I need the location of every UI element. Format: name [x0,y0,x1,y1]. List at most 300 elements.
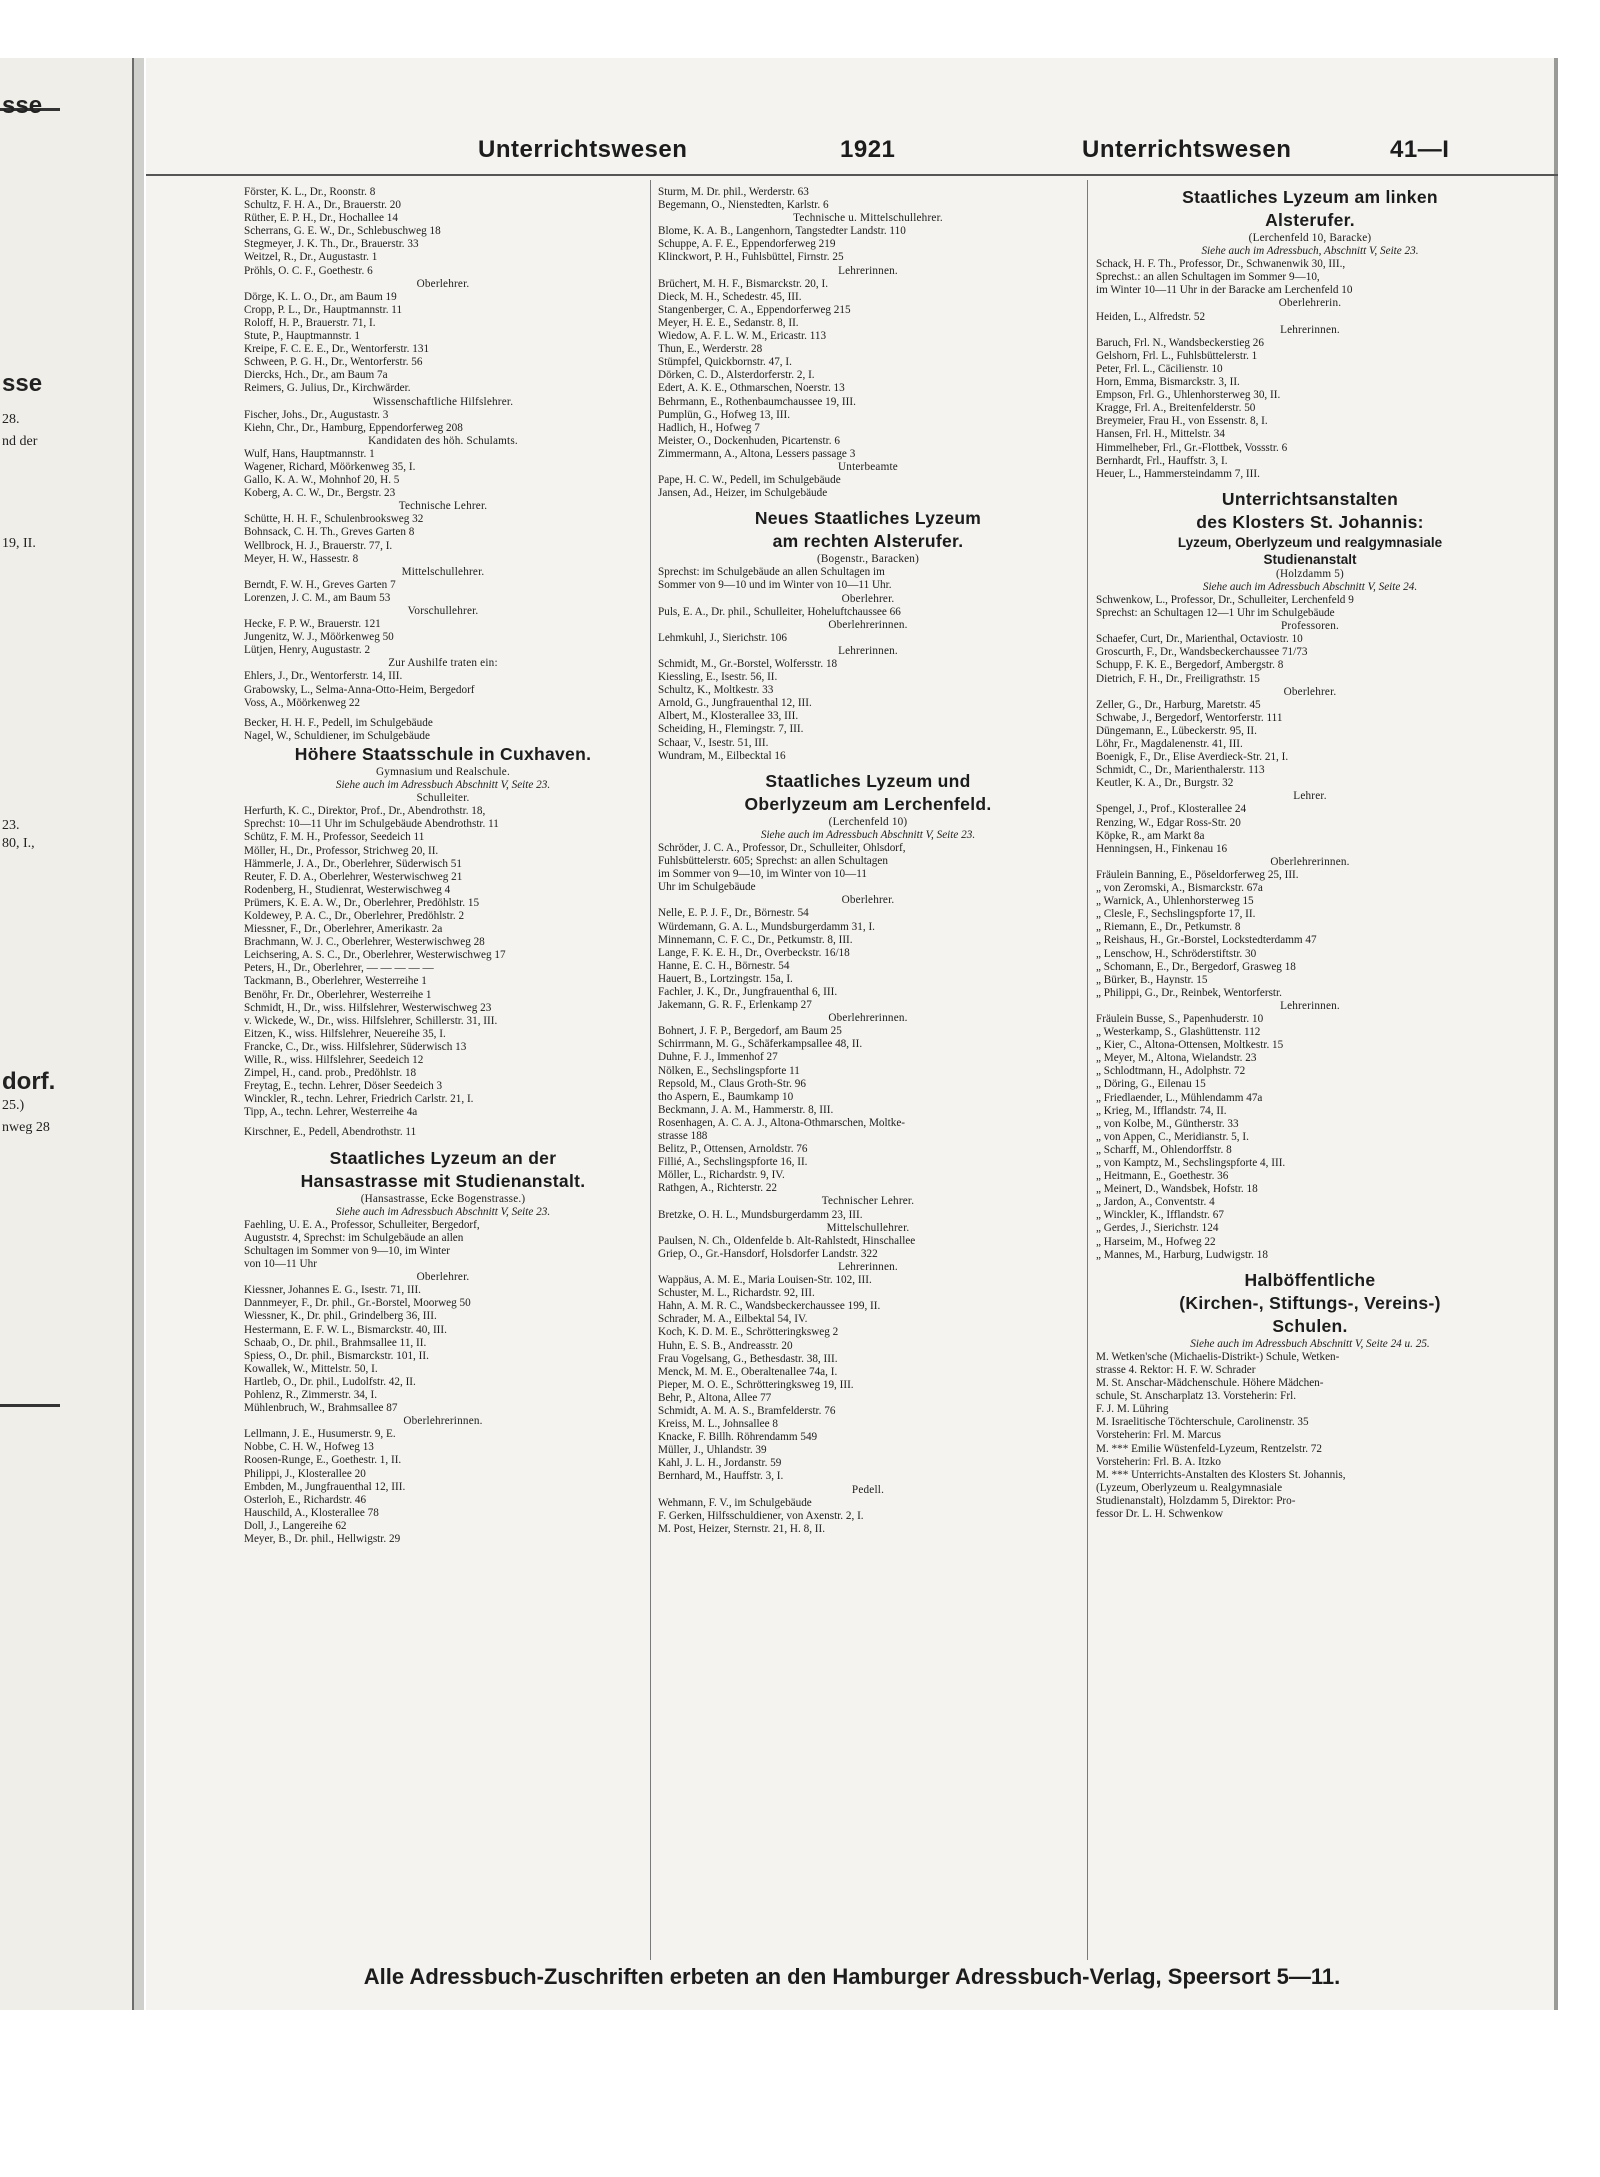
subsection-label: Lehrerinnen. [1280,999,1340,1012]
section-heading: Alsterufer. [1265,210,1355,230]
directory-entry: im Sommer von 9—10, im Winter von 10—11 [658,868,867,881]
directory-entry: Wagener, Richard, Möörkenweg 35, I. [244,460,416,473]
directory-entry: Schrader, M. A., Eilbektal 54, IV. [658,1313,808,1326]
reference-note: Siehe auch im Adressbuch Abschnitt V, Seite 24. [1202,580,1418,593]
directory-entry: Jungenitz, W. J., Möörkenweg 50 [244,631,394,644]
directory-entry: Schaab, O., Dr. phil., Brahmsallee 11, II. [244,1336,427,1349]
directory-entry: Doll, J., Langereihe 62 [244,1519,347,1532]
fragment: sse [2,370,43,397]
directory-entry: Sprechst: an Schultagen 12—1 Uhr im Schulgebäude [1096,607,1335,620]
directory-entry: Belitz, P., Ottensen, Arnoldstr. 76 [658,1143,808,1156]
directory-entry: Grabowsky, L., Selma-Anna-Otto-Heim, Bergedorf [244,683,475,696]
directory-entry: Himmelheber, Frl., Gr.-Flottbek, Vossstr. 6 [1096,441,1288,454]
directory-entry: Blome, K. A. B., Langenhorn, Tangstedter Landstr. 110 [658,225,906,238]
directory-entry: im Winter 10—11 Uhr in der Baracke am Lerchenfeld 10 [1096,284,1353,297]
directory-entry: Schröder, J. C. A., Professor, Dr., Schulleiter, Ohlsdorf, [658,841,906,854]
directory-entry: Eitzen, K., wiss. Hilfslehrer, Neuereihe 35, I. [244,1027,446,1040]
header-rule [146,174,1558,176]
directory-entry: Vorsteherin: Frl. M. Marcus [1096,1429,1222,1442]
directory-entry: Meyer, H. E. E., Sedanstr. 8, II. [658,316,799,329]
directory-entry: „ Kier, C., Altona-Ottensen, Moltkestr. 15 [1096,1039,1284,1052]
directory-entry: Würdemann, G. A. L., Mundsburgerdamm 31, I. [658,920,875,933]
directory-entry: „ Mannes, M., Harburg, Ludwigstr. 18 [1096,1248,1268,1261]
directory-entry: Winckler, R., techn. Lehrer, Friedrich Carlstr. 21, I. [244,1093,474,1106]
spacer [658,763,1078,770]
section-subheading: Lyzeum, Oberlyzeum und realgymnasiale [1177,534,1443,550]
directory-entry: Pape, H. C. W., Pedell, im Schulgebäude [658,474,841,487]
directory-entry: Scherrans, G. E. W., Dr., Schlebuschweg 18 [244,225,441,238]
directory-entry: „ Harseim, M., Hofweg 22 [1096,1235,1216,1248]
directory-entry: M. *** Emilie Wüstenfeld-Lyzeum, Rentzelstr. 72 [1096,1442,1322,1455]
directory-entry: Schmidt, C., Dr., Marienthalerstr. 113 [1096,764,1265,777]
directory-entry: Stangenberger, C. A., Eppendorferweg 215 [658,303,851,316]
directory-entry: Müller, J., Uhlandstr. 39 [658,1444,767,1457]
directory-entry: Schwenkow, L., Professor, Dr., Schulleiter, Lerchenfeld 9 [1096,593,1354,606]
section-heading: Oberlyzeum am Lerchenfeld. [744,793,992,814]
reference-note: Siehe auch im Adressbuch Abschnitt V, Seite 23. [335,779,551,792]
directory-entry: Hauschild, A., Klosterallee 78 [244,1506,379,1519]
directory-entry: „ Döring, G., Eilenau 15 [1096,1078,1206,1091]
running-head-year: 1921 [840,136,896,163]
directory-entry: Nobbe, C. H. W., Hofweg 13 [244,1441,374,1454]
directory-entry: Kowallek, W., Mittelstr. 50, I. [244,1362,378,1375]
subsection-label: (Holzdamm 5) [1276,567,1344,580]
spacer [244,1119,642,1126]
rule [0,1404,60,1407]
directory-entry: Kiehn, Chr., Dr., Hamburg, Eppendorferweg 208 [244,421,463,434]
directory-entry: Schupp, F. K. E., Bergedorf, Ambergstr. 8 [1096,659,1284,672]
fragment: sse [2,92,43,119]
directory-entry: Wiedow, A. F. L. W. M., Ericastr. 113 [658,330,827,343]
directory-entry: Kiessling, E., Isestr. 56, II. [658,671,778,684]
directory-entry: Schmidt, M., Gr.-Borstel, Wolfersstr. 18 [658,658,838,670]
directory-entry: „ Jardon, A., Conventstr. 4 [1096,1196,1215,1209]
directory-entry: Brüchert, M. H. F., Bismarckstr. 20, I. [658,277,829,290]
directory-entry: Zimmermann, A., Altona, Lessers passage 3 [658,447,856,460]
directory-entry: Leichsering, A. S. C., Dr., Oberlehrer, Westerwischweg 17 [244,949,506,962]
directory-entry: Sommer von 9—10 und im Winter von 10—11 Uhr. [658,579,892,592]
fragment: 25.) [2,1098,25,1113]
directory-entry: Lütjen, Henry, Augustastr. 2 [244,644,371,657]
directory-entry: Minnemann, C. F. C., Dr., Petkumstr. 8, III. [658,933,853,946]
directory-entry: „ Gerdes, J., Sierichstr. 124 [1096,1222,1219,1235]
directory-entry: Lehmkuhl, J., Sierichstr. 106 [658,631,787,644]
section-heading: des Klosters St. Johannis: [1196,511,1424,532]
directory-entry: Peter, Frl. L., Cäcilienstr. 10 [1096,362,1223,375]
directory-entry: Kiessner, Johannes E. G., Isestr. 71, III. [244,1284,421,1297]
subsection-label: Lehrerinnen. [838,1260,898,1273]
directory-entry: „ Clesle, F., Sechslingspforte 17, II. [1096,908,1256,921]
directory-entry: Spiess, O., Dr. phil., Bismarckstr. 101, II. [244,1349,429,1362]
directory-entry: Lellmann, J. E., Husumerstr. 9, E. [244,1428,396,1441]
subsection-label: Oberlehrer. [1283,685,1337,698]
section-heading: Staatliches Lyzeum an der [329,1147,557,1168]
directory-entry: Lorenzen, J. C. M., am Baum 53 [244,591,391,604]
subsection-label: Gymnasium und Realschule. [376,765,510,778]
directory-entry: Rathgen, A., Richterstr. 22 [658,1182,778,1195]
subsection-label: Wissenschaftliche Hilfslehrer. [372,395,514,408]
directory-entry: Schirrmann, M. G., Schäferkampsallee 48, II. [658,1038,863,1051]
directory-entry: Kragge, Frl. A., Breitenfelderstr. 50 [1096,402,1256,415]
directory-entry: Hanne, E. C. H., Börnestr. 54 [658,959,790,972]
footer-notice: Alle Adressbuch-Zuschriften erbeten an den Hamburger Adressbuch-Verlag, Speersort 5—11. [363,1964,1341,1989]
column-left [244,186,642,1956]
directory-entry: Duhne, F. J., Immenhof 27 [658,1051,778,1064]
directory-entry: Fräulein Banning, E., Pöseldorferweg 25, III. [1096,868,1299,881]
directory-entry: Heiden, L., Alfredstr. 52 [1096,310,1206,323]
directory-entry: Förster, K. L., Dr., Roonstr. 8 [244,186,376,198]
directory-entry: Miessner, F., Dr., Oberlehrer, Amerikastr. 2a [244,923,443,936]
directory-entry: F. Gerken, Hilfsschuldiener, von Axenstr. 2, I. [658,1509,864,1522]
directory-entry: Düngemann, E., Lübeckerstr. 95, II. [1096,724,1257,737]
directory-entry: fessor Dr. L. H. Schwenkow [1096,1507,1224,1520]
directory-entry: strasse 4. Rektor: H. F. W. Schrader [1096,1363,1256,1376]
directory-entry: Koch, K. D. M. E., Schrötteringksweg 2 [658,1326,839,1339]
directory-entry: „ Lenschow, H., Schröderstiftstr. 30 [1096,947,1257,960]
directory-entry: Fachler, J. K., Dr., Jungfrauenthal 6, III. [658,985,838,998]
directory-entry: Fillié, A., Sechslingspforte 16, II. [658,1156,808,1169]
directory-entry: Pohlenz, R., Zimmerstr. 34, I. [244,1388,377,1401]
subsection-label: Oberlehrerinnen. [1270,855,1350,868]
reference-note: Siehe auch im Adressbuch Abschnitt V, Seite 24 u. 25. [1190,1337,1430,1350]
directory-entry: Bohnert, J. F. P., Bergedorf, am Baum 25 [658,1025,842,1038]
subsection-label: Unterbeamte [838,460,898,473]
directory-entry: Sturm, M. Dr. phil., Werderstr. 63 [658,186,809,198]
directory-entry: „ Reishaus, H., Gr.-Borstel, Lockstedterdamm 47 [1096,934,1317,947]
directory-entry: Vorsteherin: Frl. B. A. Itzko [1096,1455,1222,1468]
directory-entry: Köpke, R., am Markt 8a [1096,829,1205,842]
directory-entry: Fuhlsbüttelerstr. 605; Sprechst: an allen Schultagen [658,855,888,868]
directory-entry: Möller, L., Richardstr. 9, IV. [658,1169,785,1182]
directory-entry: Francke, C., Dr., wiss. Hilfslehrer, Süderwisch 13 [244,1040,467,1053]
section-heading: Neues Staatliches Lyzeum [754,508,982,529]
subsection-label: Pedell. [851,1483,885,1496]
column-divider [1087,180,1088,1960]
directory-entry: Hestermann, E. F. W. L., Bismarckstr. 40, III. [244,1323,447,1336]
directory-entry: „ von Kamptz, M., Sechslingspforte 4, III. [1096,1157,1286,1169]
directory-entry: Nölken, E., Sechslingspforte 11 [658,1064,800,1077]
subsection-label: Oberlehrerinnen. [403,1415,483,1428]
directory-entry: Cropp, P. L., Dr., Hauptmannstr. 11 [244,303,403,316]
directory-entry: Hämmerle, J. A., Dr., Oberlehrer, Süderwisch 51 [244,857,462,870]
directory-entry: Philippi, J., Klosterallee 20 [244,1467,366,1480]
section-subheading: Studienanstalt [1263,551,1357,567]
adjacent-page-fragment [0,58,134,2010]
directory-entry: Brachmann, W. J. C., Oberlehrer, Westerwischweg 28 [244,936,485,949]
directory-entry: Faehling, U. E. A., Professor, Schulleiter, Bergedorf, [244,1218,480,1231]
directory-entry: Auguststr. 4, Sprechst: im Schulgebäude an allen [244,1231,464,1244]
directory-entry: Wulf, Hans, Hauptmannstr. 1 [244,447,375,460]
directory-entry: Groscurth, F., Dr., Wandsbeckerchaussee 71/73 [1096,646,1308,659]
directory-entry: Fischer, Johs., Dr., Augustastr. 3 [244,408,389,421]
spacer [1096,1262,1524,1269]
directory-entry: Griep, O., Gr.-Hansdorf, Holsdorfer Landstr. 322 [658,1247,878,1260]
subsection-label: Lehrer. [1293,790,1327,803]
fragment: dorf. [2,1068,56,1095]
directory-entry: Meyer, B., Dr. phil., Hellwigstr. 29 [244,1533,401,1545]
directory-entry: Weitzel, R., Dr., Augustastr. 1 [244,251,378,264]
subsection-label: Mittelschullehrer. [826,1221,910,1234]
directory-entry: Löhr, Fr., Magdalenenstr. 41, III. [1096,738,1243,750]
directory-entry: Hecke, F. P. W., Brauerstr. 121 [244,618,381,631]
directory-entry: Bretzke, O. H. L., Mundsburgerdamm 23, III. [658,1208,863,1221]
directory-entry: Zimpel, H., cand. prob., Predöhlstr. 18 [244,1067,417,1080]
directory-entry: „ von Appen, C., Meridianstr. 5, I. [1096,1130,1249,1143]
directory-entry: Schwabe, J., Bergedorf, Wentorferstr. 111 [1096,711,1283,724]
directory-entry: Hauert, B., Lortzingstr. 15a, I. [658,972,793,985]
directory-entry: M. Post, Heizer, Sternstr. 21, H. 8, II. [658,1522,826,1535]
directory-entry: „ Westerkamp, S., Glashüttenstr. 112 [1096,1026,1261,1039]
directory-entry: Reimers, G. Julius, Dr., Kirchwärder. [244,382,411,395]
directory-entry: Schween, P. G. H., Dr., Wentorferstr. 56 [244,356,423,369]
directory-entry: Wappäus, A. M. E., Maria Louisen-Str. 102, III. [658,1274,872,1287]
subsection-label: Oberlehrer. [841,592,895,605]
directory-entry: Henningsen, H., Finkenau 16 [1096,842,1228,855]
directory-entry: Voss, A., Möörkenweg 22 [244,696,361,709]
subsection-label: Oberlehrerinnen. [828,1012,908,1025]
directory-entry: strasse 188 [658,1130,708,1142]
directory-entry: v. Wickede, W., Dr., wiss. Hilfslehrer, Schillerstr. 31, III. [244,1014,498,1027]
directory-entry: Embden, M., Jungfrauenthal 12, III. [244,1480,406,1493]
directory-entry: (Lyzeum, Oberlyzeum u. Realgymnasiale [1096,1481,1283,1494]
directory-entry: „ Schomann, E., Dr., Bergedorf, Grasweg 18 [1096,960,1296,973]
section-heading: (Kirchen-, Stiftungs-, Vereins-) [1179,1292,1441,1313]
directory-entry: M. St. Anschar-Mädchenschule. Höhere Mädchen- [1096,1377,1324,1390]
directory-entry: Kreipe, F. C. E. E., Dr., Wentorferstr. 131 [244,343,430,356]
directory-entry: Begemann, O., Nienstedten, Karlstr. 6 [658,199,829,212]
directory-entry: Dannmeyer, F., Dr. phil., Gr.-Borstel, Moorweg 50 [244,1297,471,1310]
directory-entry: Sprechst: 10—11 Uhr im Schulgebäude Abendrothstr. 11 [244,818,499,831]
directory-entry: Schaar, V., Isestr. 51, III. [658,736,769,749]
directory-entry: Schütz, F. M. H., Professor, Seedeich 11 [244,831,425,844]
directory-entry: Meister, O., Dockenhuden, Picartenstr. 6 [658,434,840,447]
directory-entry: Schmidt, H., Dr., wiss. Hilfslehrer, Westerwischweg 23 [244,1001,492,1014]
directory-entry: Renzing, W., Edgar Ross-Str. 20 [1096,816,1241,829]
directory-entry: Dietrich, F. H., Dr., Freiligrathstr. 15 [1096,672,1260,685]
page-gap [134,58,144,2010]
subsection-label: Lehrerinnen. [1280,323,1340,336]
subsection-label: Kandidaten des höh. Schulamts. [368,434,518,447]
directory-entry: Empson, Frl. G., Uhlenhorsterweg 30, II. [1096,389,1281,402]
directory-entry: „ Philippi, G., Dr., Reinbek, Wentorferstr. [1096,986,1282,999]
directory-entry: F. J. M. Lühring [1096,1403,1169,1416]
section-heading: Halböffentliche [1244,1269,1376,1290]
subsection-label: Lehrerinnen. [838,264,898,277]
directory-entry: Meyer, H. W., Hassestr. 8 [244,552,359,565]
spacer [244,710,642,717]
subsection-label: Lehrerinnen. [838,644,898,657]
directory-entry: Arnold, G., Jungfrauenthal 12, III. [658,697,812,710]
subsection-label: Oberlehrer. [416,277,470,290]
directory-entry: Edert, A. K. E., Othmarschen, Noerstr. 13 [658,382,845,395]
directory-entry: Heuer, L., Hammersteindamm 7, III. [1096,467,1260,480]
directory-entry: Schuppe, A. F. E., Eppendorferweg 219 [658,238,836,251]
directory-entry: Benöhr, Fr. Dr., Oberlehrer, Westerreihe 1 [244,988,432,1001]
directory-entry: Beckmann, J. A. M., Hammerstr. 8, III. [658,1103,834,1116]
page-edge [1554,58,1558,2010]
directory-entry: Stümpfel, Quickbornstr. 47, I. [658,356,792,369]
directory-entry: Uhr im Schulgebäude [658,881,756,894]
directory-entry: Lange, F. K. E. H., Dr., Overbeckstr. 16/18 [658,946,850,959]
directory-entry: „ Riemann, E., Dr., Petkumstr. 8 [1096,921,1241,934]
section-heading: Staatliches Lyzeum und [765,770,971,791]
reference-note: Siehe auch im Adressbuch Abschnitt V, Seite 23. [760,828,976,841]
directory-entry: „ Winckler, K., Ifflandstr. 67 [1096,1209,1224,1222]
directory-entry: Behr, P., Altona, Allee 77 [658,1391,772,1404]
directory-entry: „ Schlodtmann, H., Adolphstr. 72 [1096,1065,1246,1078]
directory-entry: Tipp, A., techn. Lehrer, Westerreihe 4a [244,1106,418,1119]
section-heading: Schulen. [1272,1315,1348,1336]
directory-entry: Wiessner, K., Dr. phil., Grindelberg 36, III. [244,1310,437,1323]
directory-entry: Mühlenbruch, W., Brahmsallee 87 [244,1402,398,1415]
subsection-label: (Lerchenfeld 10) [828,815,908,828]
directory-entry: „ von Kolbe, M., Güntherstr. 33 [1096,1117,1239,1130]
directory-entry: Kahl, J. L. H., Jordanstr. 59 [658,1457,782,1470]
directory-entry: Reuter, F. D. A., Oberlehrer, Westerwischweg 21 [244,870,463,883]
directory-entry: Kirschner, E., Pedell, Abendrothstr. 11 [244,1126,417,1139]
spacer [244,1140,642,1147]
directory-entry: Wundram, M., Eilbecktal 16 [658,749,786,762]
directory-entry: Schultagen im Sommer von 9—10, im Winter [244,1244,450,1257]
column-middle [658,186,1078,1956]
directory-entry: Koldewey, P. A. C., Dr., Oberlehrer, Predöhlstr. 2 [244,909,465,922]
directory-entry: Osterloh, E., Richardstr. 46 [244,1493,367,1506]
directory-entry: Breymeier, Frau H., von Essenstr. 8, I. [1096,415,1268,428]
directory-entry: Pröhls, O. C. F., Goethestr. 6 [244,264,373,277]
directory-entry: „ Warnick, A., Uhlenhorsterweg 15 [1096,895,1254,908]
directory-entry: Bernhard, M., Hauffstr. 3, I. [658,1470,784,1483]
directory-entry: Dieck, M. H., Schedestr. 45, III. [658,290,802,303]
column-right [1096,186,1524,1956]
fragment: nd der [2,434,38,449]
subsection-label: Technischer Lehrer. [821,1195,915,1208]
directory-entry: Wehmann, F. V., im Schulgebäude [658,1496,812,1509]
subsection-label: Oberlehrerinnen. [828,618,908,631]
directory-entry: Fräulein Busse, S., Papenhuderstr. 10 [1096,1012,1264,1025]
directory-entry: Tackmann, B., Oberlehrer, Westerreihe 1 [244,975,427,988]
directory-entry: Becker, H. H. F., Pedell, im Schulgebäude [244,716,433,729]
subsection-label: Oberlehrer. [416,1271,470,1284]
directory-entry: Kreiss, M. L., Johnsallee 8 [658,1418,778,1431]
directory-entry: Jakemann, G. R. F., Erlenkamp 27 [658,999,812,1012]
directory-entry: Hartleb, O., Dr. phil., Ludolfstr. 42, II. [244,1375,416,1388]
directory-entry: Stute, P., Hauptmannstr. 1 [244,330,360,343]
fragment: 23. [2,818,20,833]
fragment: nweg 28 [2,1120,50,1135]
directory-entry: Diercks, Hch., Dr., am Baum 7a [244,369,388,382]
subsection-label: (Lerchenfeld 10, Baracke) [1248,232,1372,244]
directory-entry: Sprechst.: an allen Schultagen im Sommer 9—10, [1096,271,1320,284]
reference-note: Siehe auch im Adressbuch Abschnitt V, Seite 23. [335,1205,551,1218]
directory-entry: Schultz, F. H. A., Dr., Brauerstr. 20 [244,199,401,212]
subsection-label: Oberlehrerin. [1278,297,1342,310]
directory-entry: Schuster, M. L., Richardstr. 92, III. [658,1287,815,1300]
directory-entry: Frau Vogelsang, G., Bethesdastr. 38, III. [658,1352,838,1365]
directory-entry: Wellbrock, H. J., Brauerstr. 77, I. [244,539,393,552]
reference-note: Siehe auch im Adressbuch, Abschnitt V, Seite 23. [1201,245,1419,258]
subsection-label: Schulleiter. [416,792,470,805]
subsection-label: (Hansastrasse, Ecke Bogenstrasse.) [360,1192,526,1205]
directory-entry: Gallo, K. A. W., Mohnhof 20, H. 5 [244,474,400,487]
directory-entry: „ Meyer, M., Altona, Wielandstr. 23 [1096,1052,1257,1065]
directory-entry: von 10—11 Uhr [244,1258,317,1271]
directory-entry: Rodenberg, H., Studienrat, Westerwischweg 4 [244,883,451,896]
subsection-label: Technische Lehrer. [398,500,488,513]
directory-entry: Dörge, K. L. O., Dr., am Baum 19 [244,290,397,303]
subsection-label: Oberlehrer. [841,894,895,907]
directory-entry: „ Friedlaender, L., Mühlendamm 47a [1096,1091,1263,1104]
directory-entry: Roloff, H. P., Brauerstr. 71, I. [244,316,376,329]
directory-entry: „ von Zeromski, A., Bismarckstr. 67a [1096,882,1263,895]
directory-entry: Scheiding, H., Flemingstr. 7, III. [658,723,804,736]
directory-entry: Repsold, M., Claus Groth-Str. 96 [658,1077,806,1090]
subsection-label: Technische u. Mittelschullehrer. [793,212,943,225]
directory-entry: M. Wetken'sche (Michaelis-Distrikt-) Schule, Wetken- [1096,1350,1340,1363]
directory-entry: Schütte, H. H. F., Schulenbrooksweg 32 [244,513,424,526]
subsection-label: Mittelschullehrer. [401,565,485,578]
spacer [1096,481,1524,488]
page-number: 41—I [1390,136,1450,163]
directory-entry: Menck, M. M. E., Oberaltenallee 74a, I. [658,1365,838,1378]
directory-entry: Nelle, E. P. J. F., Dr., Börnestr. 54 [658,907,809,920]
section-heading: Staatliches Lyzeum am linken [1182,187,1438,207]
section-heading: am rechten Alsterufer. [772,531,964,552]
running-head-left: Unterrichtswesen [478,136,688,163]
directory-entry: „ Krieg, M., Ifflandstr. 74, II. [1096,1104,1227,1117]
directory-entry: Horn, Emma, Bismarckstr. 3, II. [1096,376,1240,389]
directory-entry: Schack, H. F. Th., Professor, Dr., Schwanenwik 30, III., [1096,258,1346,271]
directory-entry: Klinckwort, P. H., Fuhlsbüttel, Firnstr. 25 [658,251,844,264]
directory-entry: „ Bürker, B., Haynstr. 15 [1096,973,1208,986]
directory-entry: Bernhardt, Frl., Hauffstr. 3, I. [1096,454,1228,467]
running-head [146,136,1558,176]
directory-entry: M. *** Unterrichts-Anstalten des Klosters St. Johannis, [1096,1468,1346,1481]
fragment: 19, II. [2,536,36,551]
directory-entry: Wille, R., wiss. Hilfslehrer, Seedeich 12 [244,1054,424,1066]
directory-entry: Schmidt, A. M. A. S., Bramfelderstr. 76 [658,1404,836,1417]
directory-entry: Schultz, K., Moltkestr. 33 [658,684,774,697]
directory-entry: Berndt, F. W. H., Greves Garten 7 [244,578,396,591]
directory-entry: Paulsen, N. Ch., Oldenfelde b. Alt-Rahlstedt, Hinschallee [658,1234,916,1247]
directory-entry: Pieper, M. O. E., Schrötteringksweg 19, III. [658,1378,854,1391]
directory-entry: Schaefer, Curt, Dr., Marienthal, Octaviostr. 10 [1096,633,1303,646]
directory-entry: Koberg, A. C. W., Dr., Bergstr. 23 [244,487,396,500]
directory-entry: Stegmeyer, J. K. Th., Dr., Brauerstr. 33 [244,238,419,251]
fragment: 28. [2,412,20,427]
directory-entry: tho Aspern, E., Baumkamp 10 [658,1090,794,1103]
directory-entry: Rosenhagen, A. C. A. J., Altona-Othmarschen, Moltke- [658,1116,906,1129]
directory-entry: Baruch, Frl. N., Wandsbeckerstieg 26 [1096,336,1264,349]
directory-entry: Hadlich, H., Hofweg 7 [658,421,760,434]
section-heading: Hansastrasse mit Studienanstalt. [300,1170,586,1191]
directory-entry: „ Meinert, D., Wandsbek, Hofstr. 18 [1096,1183,1258,1196]
directory-entry: Freytag, E., techn. Lehrer, Döser Seedeich 3 [244,1080,443,1093]
directory-entry: Peters, H., Dr., Oberlehrer, — — — — — [244,962,434,975]
directory-entry: Bohnsack, C. H. Th., Greves Garten 8 [244,526,415,539]
directory-entry: „ Scharff, M., Ohlendorffstr. 8 [1096,1143,1232,1156]
directory-entry: Behrmann, E., Rothenbaumchaussee 19, III. [658,395,856,408]
directory-entry: Spengel, J., Prof., Klosterallee 24 [1096,803,1247,816]
directory-entry: schule, St. Anscharplatz 13. Vorsteherin: Frl. [1096,1390,1297,1403]
directory-entry: Dörken, C. D., Alsterdorferstr. 2, I. [658,369,815,382]
directory-entry: Huhn, E. S. B., Andreasstr. 20 [658,1339,793,1352]
directory-entry: Prümers, K. E. A. W., Dr., Oberlehrer, Predöhlstr. 15 [244,896,480,909]
directory-entry: Hansen, Frl. H., Mittelstr. 34 [1096,428,1225,441]
spacer [658,500,1078,507]
section-heading: Unterrichtsanstalten [1221,488,1399,509]
directory-entry: Herfurth, K. C., Direktor, Prof., Dr., Abendrothstr. 18, [244,805,486,818]
directory-entry: „ Heitmann, E., Goethestr. 36 [1096,1170,1229,1183]
